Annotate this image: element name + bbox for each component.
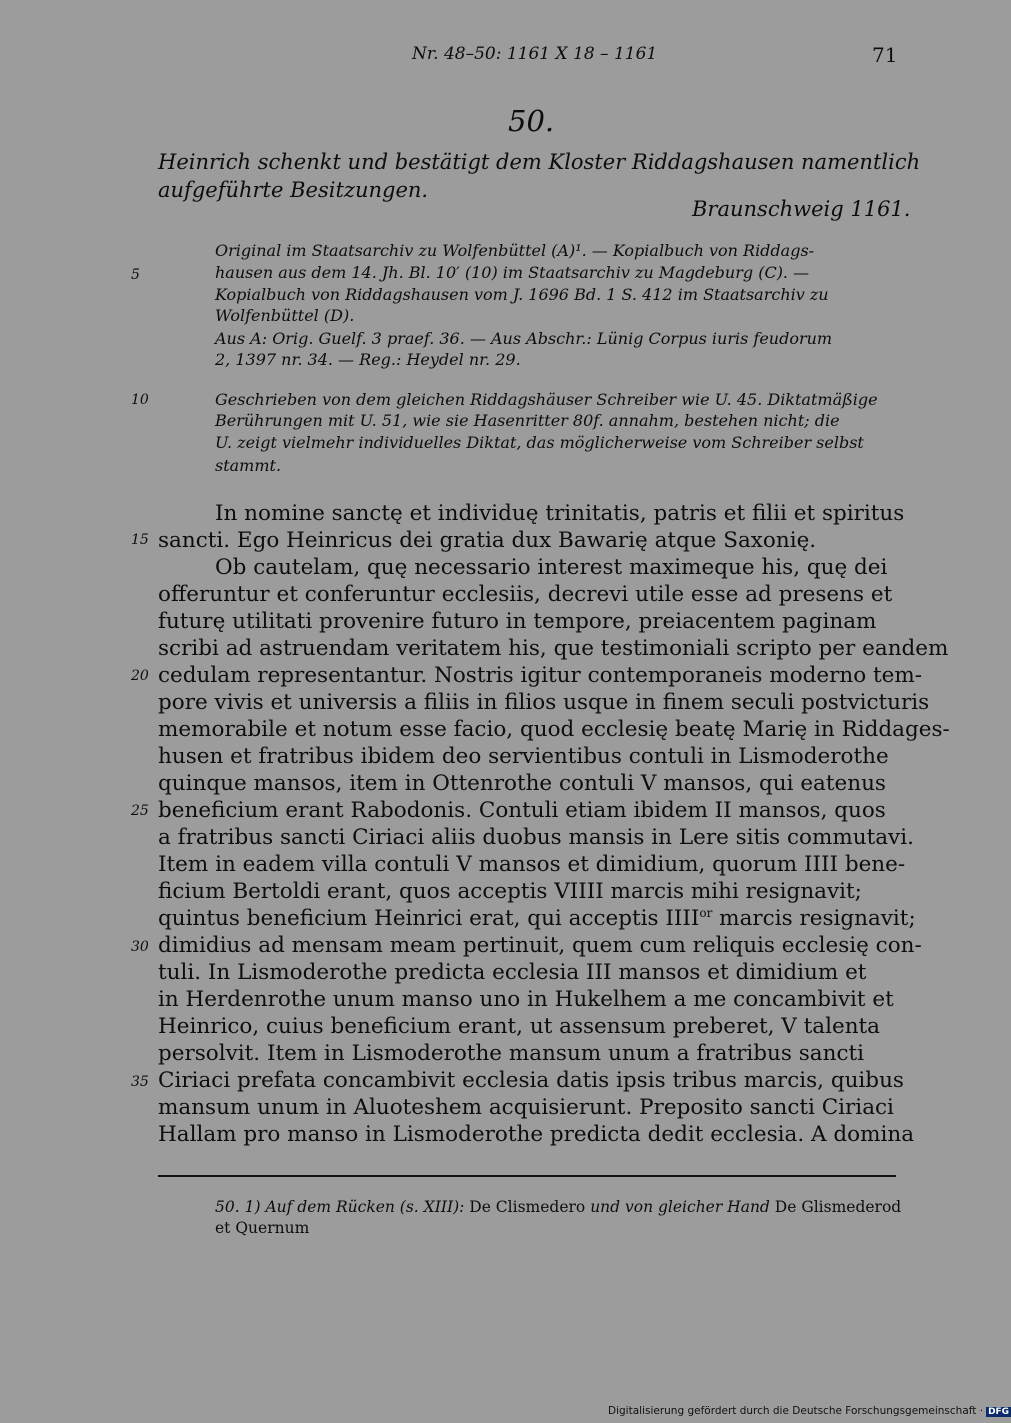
body-line: dimidius ad mensam meam pertinuit, quem cum reliquis ecclesię con- — [158, 933, 922, 958]
footnote — [215, 1198, 901, 1216]
heading-line: aufgeführte Besitzungen. — [158, 178, 429, 202]
body-line: futurę utilitati provenire futuro in tempore, preiacentem paginam — [158, 609, 877, 634]
tradition-line: Kopialbuch von Riddagshausen vom J. 1696 Bd. 1 S. 412 im Staatsarchiv zu — [215, 285, 829, 304]
place-date: Braunschweig 1161. — [692, 197, 911, 221]
body-line: Heinrico, cuius beneficium erant, ut assensum preberet, V talenta — [158, 1014, 881, 1039]
body-line — [158, 906, 916, 931]
body-line: offeruntur et conferuntur ecclesiis, decrevi utile esse ad presens et — [158, 582, 893, 607]
body-line: Hallam pro manso in Lismoderothe predicta dedit ecclesia. A domina — [158, 1122, 915, 1147]
heading-line: Heinrich schenkt und bestätigt dem Kloster Riddagshausen namentlich — [158, 150, 921, 174]
line-number: 10 — [131, 392, 149, 408]
tradition-line: Wolfenbüttel (D). — [215, 306, 355, 325]
body-line: cedulam representantur. Nostris igitur contemporaneis moderno tem- — [158, 663, 923, 688]
body-line: Ciriaci prefata concambivit ecclesia datis ipsis tribus marcis, quibus — [158, 1068, 904, 1093]
document-number: 50. — [508, 104, 555, 138]
line-number: 20 — [131, 668, 149, 684]
body-line: quinque mansos, item in Ottenrothe contuli V mansos, qui eatenus — [158, 771, 886, 796]
body-line: tuli. In Lismoderothe predicta ecclesia III mansos et dimidium et — [158, 960, 867, 985]
commentary-line: U. zeigt vielmehr individuelles Diktat, das möglicherweise vom Schreiber selbst — [215, 433, 864, 452]
page-number: 71 — [872, 43, 898, 67]
body-line: husen et fratribus ibidem deo servientibus contuli in Lismoderothe — [158, 744, 889, 769]
superscript: or — [699, 906, 713, 920]
body-line: sancti. Ego Heinricus dei gratia dux Bawarię atque Saxonię. — [158, 528, 817, 553]
credit-text: Digitalisierung gefördert durch die Deutsche Forschungsgemeinschaft · — [608, 1405, 984, 1417]
body-line-text: marcis resignavit; — [712, 906, 916, 932]
body-line: memorabile et notum esse facio, quod ecclesię beatę Marię in Riddages- — [158, 717, 950, 742]
tradition-line: Aus A: Orig. Guelf. 3 praef. 36. — Aus Abschr.: Lünig Corpus iuris feudorum — [215, 329, 833, 348]
tradition-line: Original im Staatsarchiv zu Wolfenbüttel (A)¹. — Kopialbuch von Riddags- — [215, 241, 815, 260]
body-line: in Herdenrothe unum manso uno in Hukelhem a me concambivit et — [158, 987, 894, 1012]
line-number: 15 — [131, 532, 149, 548]
footnote-label: 50. 1) — [215, 1198, 261, 1216]
running-header: Nr. 48–50: 1161 X 18 – 1161 — [412, 44, 658, 64]
body-line: pore vivis et universis a filiis in filios usque in finem seculi postvicturis — [158, 690, 930, 715]
line-number: 25 — [131, 803, 149, 819]
body-line-text: quintus beneficium Heinrici erat, qui acceptis IIII — [158, 906, 700, 932]
line-number: 35 — [131, 1074, 149, 1090]
dfg-logo: DFG — [988, 1407, 1010, 1417]
body-line: ficium Bertoldi erant, quos acceptis VIIII marcis mihi resignavit; — [158, 879, 862, 904]
commentary-line: Berührungen mit U. 51, wie sie Hasenritter 80f. annahm, bestehen nicht; die — [215, 411, 840, 430]
body-line: mansum unum in Aluoteshem acquisierunt. Preposito sancti Ciriaci — [158, 1095, 894, 1120]
footnote-continuation: et Quernum — [215, 1219, 310, 1237]
footnote-text-italic: und von gleicher Hand — [590, 1198, 770, 1216]
body-line: Item in eadem villa contuli V mansos et dimidium, quorum IIII bene- — [158, 852, 906, 877]
line-number: 5 — [131, 267, 140, 283]
footnote-text: De Glismederod — [774, 1198, 902, 1216]
body-line: In nomine sanctę et individuę trinitatis, patris et filii et spiritus — [215, 501, 905, 526]
tradition-line: hausen aus dem 14. Jh. Bl. 10′ (10) im Staatsarchiv zu Magdeburg (C). — — [215, 263, 810, 282]
commentary-line: Geschrieben von dem gleichen Riddagshäuser Schreiber wie U. 45. Diktatmäßige — [215, 390, 878, 409]
line-number: 30 — [131, 939, 149, 955]
footnote-rule — [158, 1175, 896, 1177]
body-line: scribi ad astruendam veritatem his, que testimoniali scripto per eandem — [158, 636, 949, 661]
commentary-line: stammt. — [215, 456, 282, 475]
body-line: Ob cautelam, quę necessario interest maximeque his, quę dei — [215, 555, 888, 580]
tradition-line: 2, 1397 nr. 34. — Reg.: Heydel nr. 29. — [215, 350, 521, 369]
body-line: beneficium erant Rabodonis. Contuli etiam ibidem II mansos, quos — [158, 798, 886, 823]
body-line: a fratribus sancti Ciriaci aliis duobus mansis in Lere sitis commutavi. — [158, 825, 914, 850]
footnote-text: De Clismedero — [469, 1198, 586, 1216]
body-line: persolvit. Item in Lismoderothe mansum unum a fratribus sancti — [158, 1041, 865, 1066]
footnote-text-italic: Auf dem Rücken (s. XIII): — [265, 1198, 465, 1216]
funding-credit — [608, 1405, 1011, 1417]
